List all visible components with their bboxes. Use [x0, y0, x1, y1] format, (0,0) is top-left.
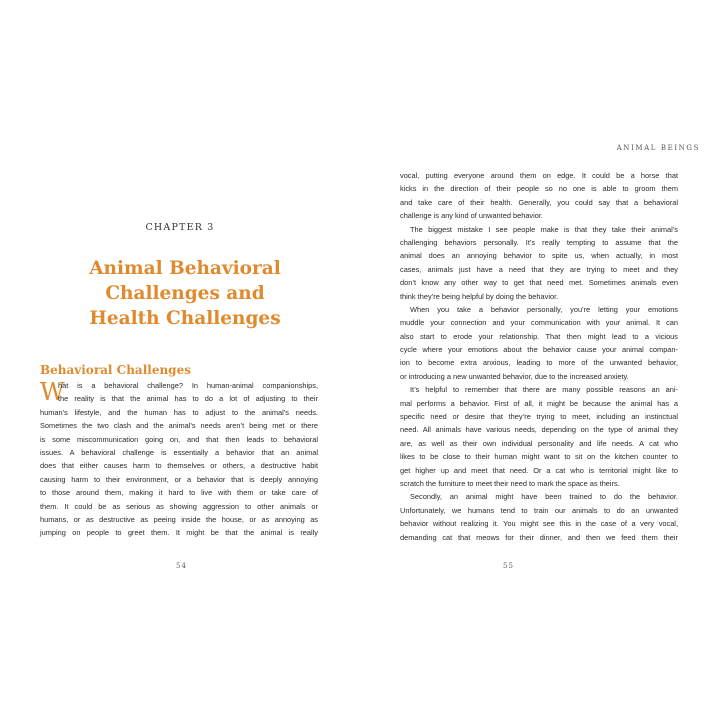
text-line: need. All animals have various needs, depending on the type of animal they — [400, 425, 678, 435]
left-body-text — [40, 379, 318, 540]
text-line: to those around them, making it hard to live with them or take care of — [40, 488, 318, 498]
text-line: Unfortunately, we humans tend to train our animals to do an unwanted — [400, 505, 678, 515]
text-line: think they’re being helpful by doing the behavior. — [400, 291, 559, 301]
text-line: causing harm to their environment, or a behavior that is deeply annoying — [40, 474, 318, 484]
text-line: also start to erode your relationship. That then might lead to a vicious — [400, 331, 678, 341]
text-line: cases, animals just have a need that they are trying to meet and they — [400, 264, 678, 274]
text-line: specific need or desire that they’re trying to meet, including an instinctual — [400, 412, 678, 422]
text-line: vocal, putting everyone around them on edge. It could be a horse that — [400, 171, 678, 180]
text-line: mal performs a behavior. First of all, it might be because the animal has a — [400, 398, 678, 408]
text-line: are, as well as their own individual personality and life needs. A cat who — [400, 438, 678, 448]
text-line: The biggest mistake I see people make is that they take their animal’s — [410, 224, 678, 234]
text-line: Secondly, an animal might have been trained to do the behavior. — [410, 492, 678, 502]
text-line: issues. A behavioral challenge is essentially a behavior that an animal — [40, 447, 318, 457]
text-line: kicks in the direction of their people so no one is able to groom them — [400, 184, 678, 194]
text-line: challenging behaviors personally. It’s really tempting to assume that the — [400, 237, 678, 247]
text-line: It’s helpful to remember that there are many possible reasons an ani- — [410, 385, 678, 395]
running-head: ANIMAL BEINGS — [616, 144, 700, 152]
text-line: Sometimes the two clash and the animal’s needs aren’t being met or there — [40, 421, 318, 431]
text-line: demanding cat that meows for their dinner, and then we feed them their — [400, 532, 678, 542]
text-line: scratch the furniture to meet their need to mark the space as theirs. — [400, 478, 620, 488]
text-line: human’s lifestyle, and the human has to adjust to the animal’s needs. — [40, 407, 318, 417]
text-line: does that either causes harm to themselves or others, a destructive habit — [40, 461, 318, 471]
text-line: don’t know any other way to get that need met. Sometimes animals even — [400, 278, 678, 288]
chapter-title-line: Health Challenges — [89, 308, 281, 329]
page-number: 54 — [176, 562, 187, 570]
text-line: and take care of their health. Generally, you could say that a behavioral — [400, 197, 678, 207]
text-line: them. It could be as serious as showing aggression to other animals or — [40, 501, 318, 511]
text-line: cycle where your emotions about the behavior cause your animal compan- — [400, 345, 678, 355]
chapter-title-line: Animal Behavioral — [89, 258, 281, 279]
right-body-text — [400, 169, 678, 544]
text-line: hat is a behavioral challenge? In human-animal companionships, — [58, 381, 318, 390]
drop-cap: W — [40, 378, 65, 406]
chapter-title-line: Challenges and — [105, 283, 265, 304]
text-line: jumping on people to greet them. It might be that the animal is really — [40, 528, 318, 538]
text-line: muddle your connection and your communication with your animal. It can — [400, 318, 678, 328]
right-page — [360, 0, 720, 720]
chapter-label: CHAPTER 3 — [145, 222, 215, 233]
chapter-title — [60, 256, 310, 331]
text-line: is some miscommunication going on, and that then leads to behavioral — [40, 434, 318, 444]
text-line: or introducing a new unwanted behavior, due to the increased anxiety. — [400, 371, 629, 381]
text-line: When you take a behavior personally, you’re letting your emotions — [410, 304, 678, 314]
text-line: behavior without realizing it. You might see this in the case of a very vocal, — [400, 519, 678, 529]
section-heading: Behavioral Challenges — [40, 363, 191, 377]
text-line: the reality is that the animal has to do a lot of adjusting to their — [58, 394, 318, 404]
text-line: get higher up and meet that need. Or a cat who is territorial might like to — [400, 465, 678, 475]
text-line: humans, or as destructive as peeing inside the house, or as annoying as — [40, 514, 318, 524]
text-line: challenge is any kind of unwanted behavior. — [400, 211, 543, 221]
text-line: likes to be close to their human might want to sit on the kitchen counter to — [400, 452, 678, 462]
page-number: 55 — [503, 562, 514, 570]
text-line: ion to become extra anxious, leading to more of the unwanted behavior, — [400, 358, 678, 368]
text-line: animal does an annoying behavior to spite us, when actually, in most — [400, 251, 678, 261]
